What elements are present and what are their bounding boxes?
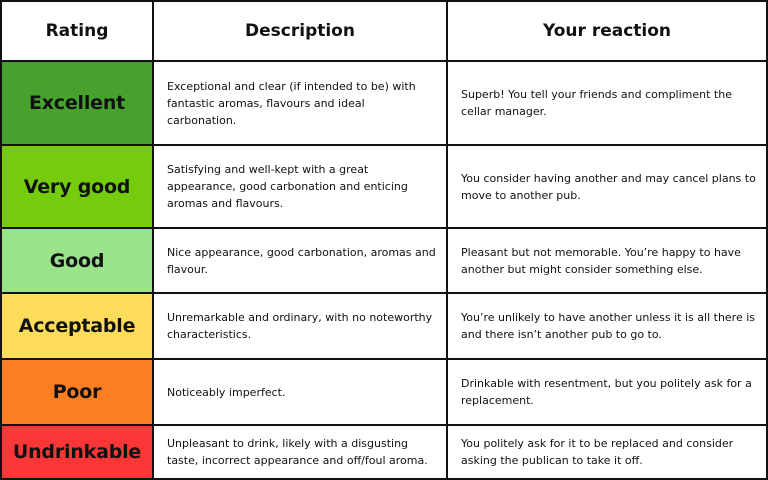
description-excellent: Exceptional and clear (if intended to be) with fantastic aromas, flavours and ideal carbonation. [154,62,446,144]
description-acceptable: Unremarkable and ordinary, with no noteworthy characteristics. [154,294,446,358]
header-rating: Rating [2,2,152,60]
description-very-good: Satisfying and well-kept with a great appearance, good carbonation and enticing aromas and flavours. [154,146,446,227]
header-description: Description [154,2,446,60]
reaction-undrinkable: You politely ask for it to be replaced and consider asking the publican to take it off. [448,426,766,478]
rating-good: Good [2,229,152,292]
rating-undrinkable: Undrinkable [2,426,152,478]
reaction-good: Pleasant but not memorable. You’re happy to have another but might consider something else. [448,229,766,292]
reaction-acceptable: You’re unlikely to have another unless it is all there is and there isn’t another pub to go to. [448,294,766,358]
rating-very-good: Very good [2,146,152,227]
description-undrinkable: Unpleasant to drink, likely with a disgusting taste, incorrect appearance and off/foul aroma. [154,426,446,478]
reaction-excellent: Superb! You tell your friends and compliment the cellar manager. [448,62,766,144]
reaction-poor: Drinkable with resentment, but you politely ask for a replacement. [448,360,766,424]
description-poor: Noticeably imperfect. [154,360,446,424]
reaction-very-good: You consider having another and may cancel plans to move to another pub. [448,146,766,227]
rating-acceptable: Acceptable [2,294,152,358]
description-good: Nice appearance, good carbonation, aromas and flavour. [154,229,446,292]
rating-excellent: Excellent [2,62,152,144]
header-reaction: Your reaction [448,2,766,60]
rating-poor: Poor [2,360,152,424]
